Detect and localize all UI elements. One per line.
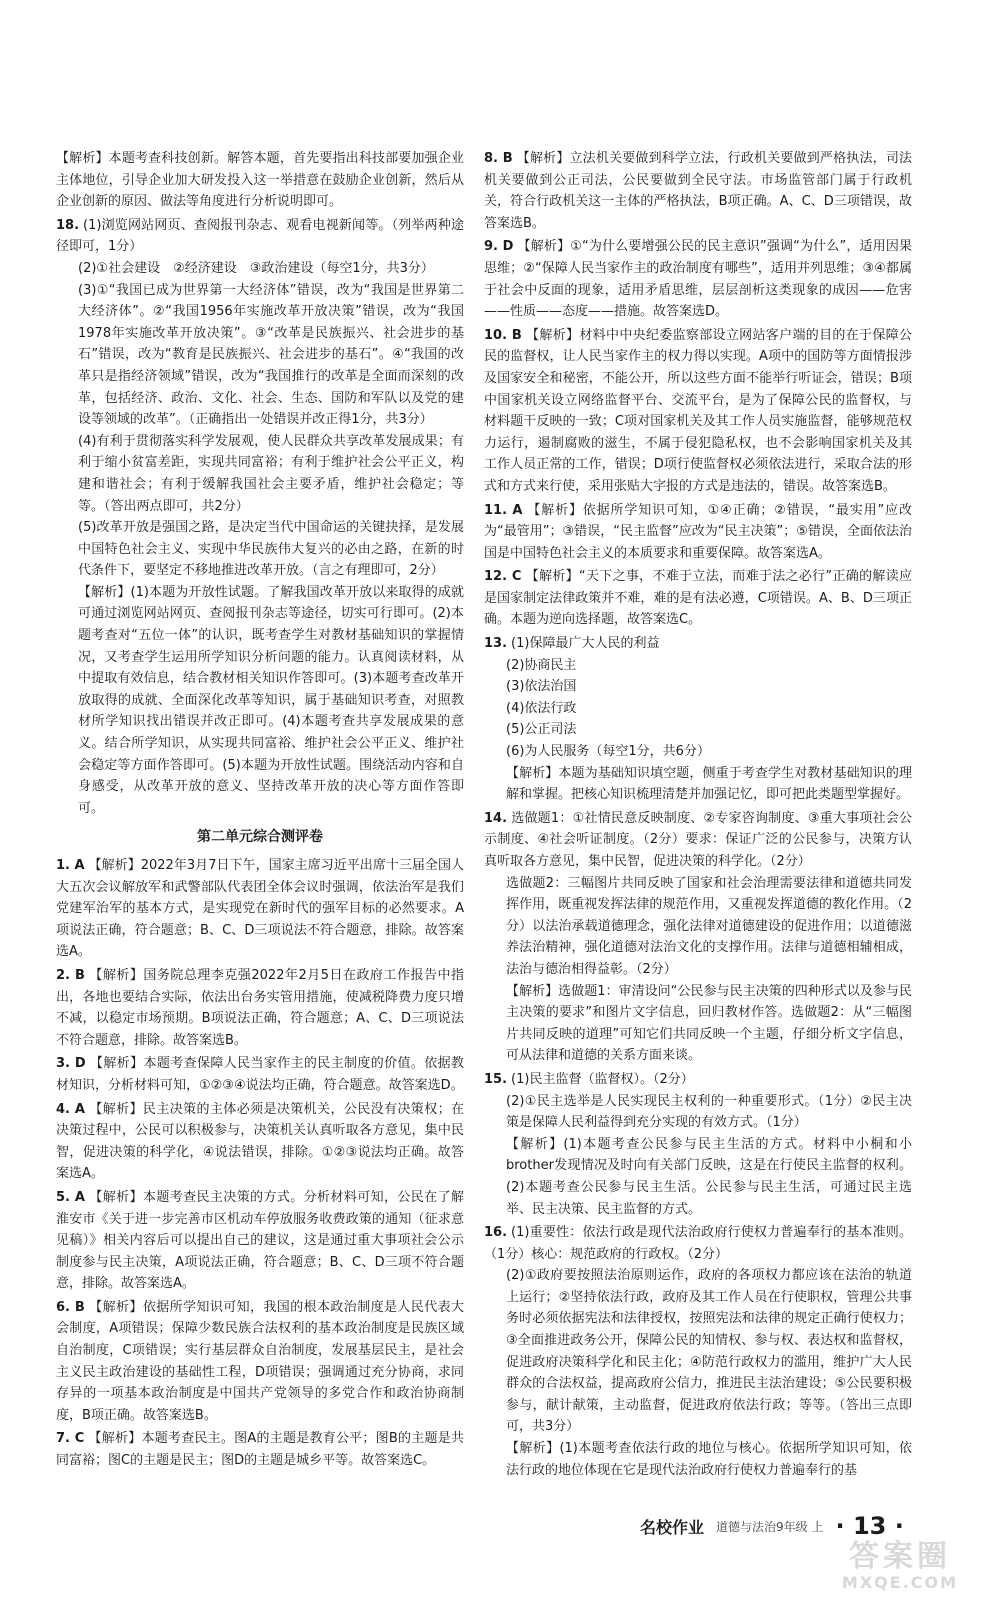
question-number: 9. D — [484, 239, 514, 255]
question-number: 8. B — [484, 151, 513, 166]
answer-line: (1)浏览网站网页、查阅报刊杂志、观看电视新闻等。（列举两种途径即可，1分） — [56, 217, 464, 255]
answer-line: 【解析】立法机关要做到科学立法，行政机关要做到严格执法，司法机关要做到公正司法，公民要做到全民守法。市场监管部门属于行政机关，符合行政机关这一主体的严格执法，B项正确。A、C、D三项错误，故答案选B。 — [484, 151, 912, 231]
watermark-url: MXQE.COM — [841, 1573, 959, 1592]
answer-line: (6)为人民服务（每空1分，共6分） — [506, 744, 710, 760]
question-number: 1. A — [56, 858, 85, 873]
question-number: 18. — [56, 217, 80, 233]
answer-line: 【解析】本题考查保障人民当家作主的民主制度的价值。依据教材知识，分析材料可知，①②③④说法均正确，符合题意。故答案选D。 — [56, 1056, 464, 1093]
answer-line: 【解析】2022年3月7日下午，国家主席习近平出席十三届全国人大五次会议解放军和武警部队代表团全体会议时强调，依法治军是我们党建军治军的基本方式，是实现党在新时代的强军目标的必然要求。A项说法正确，符合题意；B、C、D三项说法不符合题意，排除。故答案选A。 — [56, 858, 464, 960]
page-footer — [640, 1510, 940, 1542]
answer-line: (4)依法行政 — [506, 700, 577, 716]
question-number: 6. B — [56, 1299, 85, 1315]
answer-entry — [484, 808, 912, 1067]
answer-line: 【解析】本题考查科技创新。解答本题，首先要指出科技部要加强企业主体地位，引导企业加大研发投入这一举措意在鼓励企业创新，然后从企业创新的原因、做法等角度进行分析说明即可。 — [56, 151, 464, 210]
answer-line: 【解析】本题为基础知识填空题，侧重于考查学生对教材基础知识的理解和掌握。把核心知识梳理清楚并加强记忆，即可把此类题型掌握好。 — [506, 765, 912, 803]
footer-subtitle: 道德与法治9年级 上 — [716, 1519, 824, 1534]
question-number: 15. — [484, 1071, 508, 1087]
question-number: 12. C — [484, 569, 522, 585]
answer-entry — [484, 566, 912, 631]
answer-line: 【解析】依据所学知识可知，①④正确；②错误，“最实用”应改为“最管用”；③错误，“民主监督”应改为“民主决策”；⑤错误，全面依法治国是中国特色社会主义的本质要求和重要保障。故答案选A。 — [484, 502, 912, 561]
answer-line: 【解析】选做题1：审清设问“公民参与民主决策的四种形式以及参与民主决策的要求”和图片文字信息，回归教材作答。选做题2：从“三幅图片共同反映的道理”可知它们共同反映一个主题，仔细分析文字信息，可从法律和道德的关系方面来谈。 — [506, 983, 912, 1064]
answer-entry — [484, 1069, 912, 1220]
answer-entry — [56, 855, 464, 963]
answer-line: 选做题1：①社情民意反映制度、②专家咨询制度、③重大事项社会公示制度、④社会听证制度。（2分）要求：保证广泛的公民参与，决策方认真听取各方意见，集中民智，促进决策的科学化。（2分） — [484, 810, 912, 869]
question-number: 7. C — [56, 1431, 85, 1447]
answer-line: 选做题2：三幅图片共同反映了国家和社会治理需要法律和道德共同发挥作用，既重视发挥法律的规范作用，又重视发挥道德的教化作用。（2分）以法治承载道德理念，强化法律对道德建设的促进作用；以道德滋养法治精神，强化道德对法治文化的支撑作用。法律与道德相辅相成，法治与德治相得益彰。（2分） — [506, 875, 912, 977]
answer-line: (1)民主监督（监督权）。（2分） — [511, 1071, 694, 1087]
answer-line: (3)依法治国 — [506, 679, 577, 695]
question-number: 11. A — [484, 502, 523, 518]
watermark-logo — [820, 1540, 980, 1596]
answer-entry — [56, 1297, 464, 1427]
question-number: 3. D — [56, 1056, 86, 1072]
answer-entry — [484, 148, 912, 234]
question-number: 10. B — [484, 327, 522, 343]
answer-line: (4)有利于贯彻落实科学发展观，使人民群众共享改革发展成果；有利于缩小贫富差距，实现共同富裕；有利于维护社会公平正义，构建和谐社会；有利于缓解我国社会主要矛盾，维护社会稳定；等等。（答出两点即可，共2分） — [78, 433, 464, 514]
answer-line: 【解析】本题考查民主。图A的主题是教育公平；图B的主题是共同富裕；图C的主题是民主；图D的主题是城乡平等。故答案选C。 — [56, 1431, 464, 1469]
right-column — [484, 148, 912, 1483]
answer-line: 【解析】依据所学知识可知，我国的根本政治制度是人民代表大会制度，A项错误；保障少数民族合法权利的基本政治制度是民族区域自治制度，C项错误；实行基层群众自治制度，发展基层民主，是社会主义民主政治建设的基础性工程，D项错误；强调通过充分协商，求同存异的一项基本政治制度是中国共产党领导的多党合作和政治协商制度，B项正确。故答案选B。 — [56, 1299, 464, 1423]
answer-line: 【解析】材料中中央纪委监察部设立网站客户端的目的在于保障公民的监督权，让人民当家作主的权力得以实现。A项中的国防等方面情报涉及国家安全和秘密，不能公开，所以这些方面不能举行听证会，错误；B项中国家机关设立网络监督平台、交流平台，是为了保障公民的监督权，与材料题干反映的一致；C项对国家机关及其工作人员实施监督，能够规范权力运行，遏制腐败的滋生，不属于侵犯隐私权，也不会影响国家机关及其工作人员正常的工作，错误；D项行使监督权必须依法进行，采取合法的形式和方式来行使，采用张贴大字报的方式是违法的，错误。故答案选B。 — [484, 327, 912, 494]
answer-entry — [56, 965, 464, 1051]
answer-entry — [484, 236, 912, 322]
answer-entry — [56, 148, 464, 213]
answer-line: (2)①社会建设 ②经济建设 ③政治建设（每空1分，共3分） — [78, 260, 434, 276]
answer-line: (3)①“我国已成为世界第一大经济体”错误，改为“我国是世界第二大经济体”。②“我国1956年实施改革开放决策”错误，改为“我国1978年实施改革开放决策”。③“改革是民族振兴、社会进步的基石”错误，改为“教育是民族振兴、社会进步的基石”。④“我国的改革只是指经济领域”错误，改为“我国推行的改革是全面而深刻的改革，包括经济、政治、文化、社会、生态、国防和军队以及党的建设等领域的改革”。（正确指出一处错误并改正得1分，共3分） — [78, 282, 464, 428]
answer-entry — [56, 215, 464, 820]
answer-line: (1)重要性：依法行政是现代法治政府行使权力普遍奉行的基本准则。（1分）核心：规范政府的行政权。（2分） — [484, 1225, 912, 1262]
answer-entry — [484, 1222, 912, 1481]
question-number: 14. — [484, 810, 508, 826]
answer-line: (2)①政府要按照法治原则运作，政府的各项权力都应该在法治的轨道上运行；②坚持依法行政，政府及其工作人员在行使职权，管理公共事务时必须依据宪法和法律授权，按照宪法和法律的规定正确行使权力；③全面推进政务公开，保障公民的知情权、参与权、表达权和监督权，促进政府决策科学化和民主化；④防范行政权力的滥用，维护广大人民群众的合法权益，提高政府公信力，推进民主法治建设；⑤公民要积极参与，献计献策，主动监督，促进政府依法行政；等等。（答出三点即可，共3分） — [506, 1268, 912, 1435]
answer-line: 【解析】“天下之事，不难于立法，而难于法之必行”正确的解读应是国家制定法律政策并不难，难的是有法必遵，C项错误。A、B、D三项正确。本题为逆向选择题，故答案选C。 — [484, 569, 912, 628]
footer-brand: 名校作业 — [640, 1517, 705, 1537]
column-divider — [474, 148, 475, 1498]
answer-entry — [484, 325, 912, 498]
answer-line: (2)协商民主 — [506, 657, 577, 673]
question-number: 13. — [484, 636, 508, 652]
question-number: 2. B — [56, 967, 85, 983]
answer-entry — [56, 1099, 464, 1185]
answer-line: 【解析】民主决策的主体必须是决策机关，公民没有决策权；在决策过程中，公民可以积极参与，决策机关认真听取各方意见，集中民智，促进决策的科学化，④说法错误，排除。①②③说法均正确。故答案选A。 — [56, 1101, 464, 1182]
question-number: 5. A — [56, 1189, 85, 1205]
answer-line: (5)公正司法 — [506, 722, 577, 738]
question-number: 16. — [484, 1225, 508, 1241]
answer-entry — [484, 500, 912, 565]
answer-line: 【解析】①“为什么要增强公民的民主意识”强调“为什么”，适用因果思维；②“保障人民当家作主的政治制度有哪些”，适用并列思维；③④都属于社会中反面的现象，适用矛盾思维，层层剖析这类现象的成因——危害——性质——态度——措施。故答案选D。 — [484, 239, 912, 320]
answer-line: (5)改革开放是强国之路，是决定当代中国命运的关键抉择，是发展中国特色社会主义、实现中华民族伟大复兴的必由之路，在新的时代条件下，要坚定不移地推进改革开放。（言之有理即可，2分） — [78, 520, 464, 579]
answer-line: 【解析】(1)本题考查依法行政的地位与核心。依据所学知识可知，依法行政的地位体现在它是现代法治政府行使权力普遍奉行的基 — [506, 1441, 912, 1478]
answer-line: (1)保障最广大人民的利益 — [511, 636, 660, 652]
page-number: · 13 · — [835, 1512, 904, 1540]
watermark-text: 答案圈 — [849, 1539, 951, 1574]
question-number: 4. A — [56, 1101, 85, 1117]
answer-line: 【解析】本题考查民主决策的方式。分析材料可知，公民在了解淮安市《关于进一步完善市区机动车停放服务收费政策的通知（征求意见稿）》相关内容后可以提出自己的建议，这是通过重大事项社会公示制度参与民主决策，A项说法正确，符合题意；B、C、D三项不符合题意，排除。故答案选A。 — [56, 1189, 464, 1292]
answer-entry — [56, 1187, 464, 1295]
answer-entry — [56, 1428, 464, 1471]
answer-line: 【解析】(1)本题考查公民参与民主生活的方式。材料中小桐和小brother发现情况及时向有关部门反映，这是在行使民主监督的权利。(2)本题考查公民参与民主生活。公民参与民主生活，可通过民主选举、民主决策、民主监督的方式。 — [506, 1136, 912, 1217]
answer-line: 【解析】国务院总理李克强2022年2月5日在政府工作报告中指出，各地也要结合实际，依法出台务实管用措施，使减税降费力度只增不减，以稳定市场预期。B项说法正确，符合题意；A、C、D三项说法不符合题意，排除。故答案选B。 — [56, 967, 464, 1048]
section-title: 第二单元综合测评卷 — [197, 829, 323, 846]
left-column — [56, 148, 464, 1474]
answer-entry — [56, 1053, 464, 1096]
answer-entry — [484, 633, 912, 806]
answer-line: 【解析】(1)本题为开放性试题。了解我国改革开放以来取得的成就可通过浏览网站网页、查阅报刊杂志等途径，切实可行即可。(2)本题考查对“五位一体”的认识，既考查学生对教材基础知识的掌握情况，又考查学生运用所学知识分析问题的能力。认真阅读材料，从中提取有效信息，结合教材相关知识作答即可。(3)本题考查改革开放取得的成就、全面深化改革等知识，属于基础知识考查，对照教材所学知识找出错误并改正即可。(4)本题考查共享发展成果的意义。结合所学知识，从实现共同富裕、维护社会公平正义、维护社会稳定等方面作答即可。(5)本题为开放性试题。围绕活动内容和自身感受，从改革开放的意义、坚持改革开放的决心等方面作答即可。 — [78, 584, 464, 816]
answer-line: (2)①民主选举是人民实现民主权利的一种重要形式。（1分）②民主决策是保障人民利益得到充分实现的有效方式。（1分） — [506, 1093, 912, 1131]
